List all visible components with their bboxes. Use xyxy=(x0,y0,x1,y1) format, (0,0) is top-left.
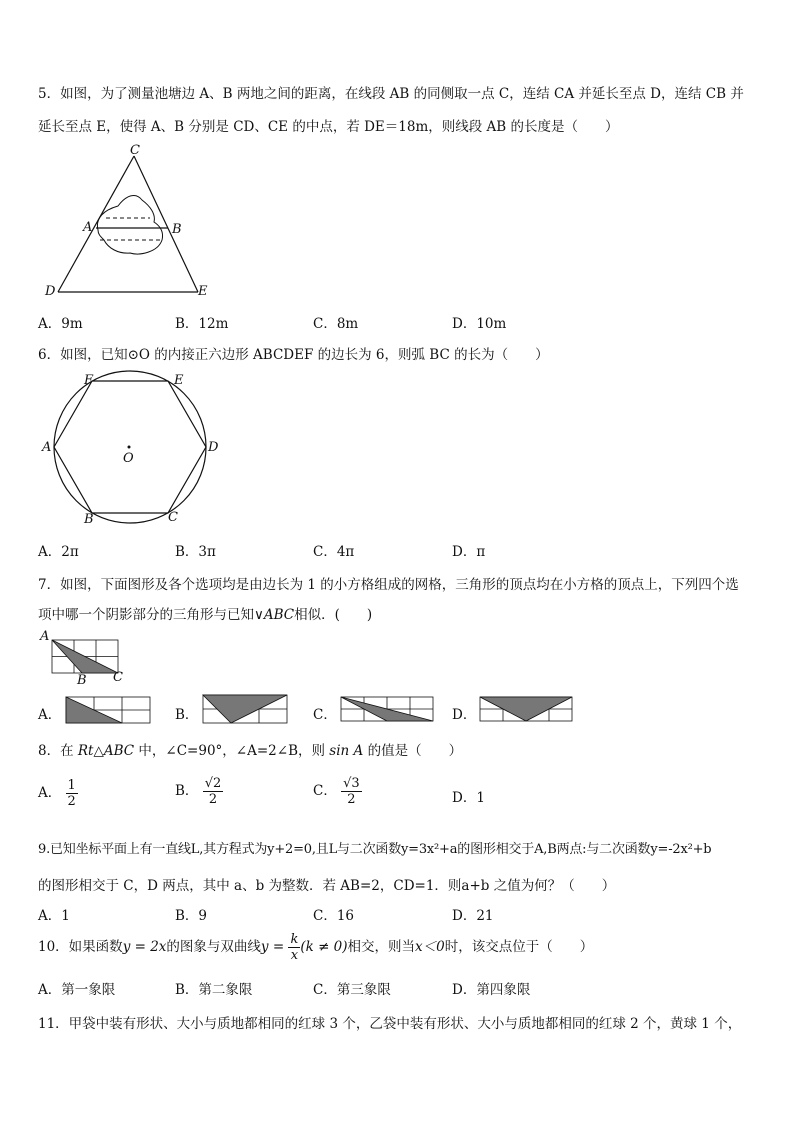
q8-option-a[interactable]: A． $\frac{1}{2}$ xyxy=(38,778,76,809)
q7-option-b-grid[interactable] xyxy=(203,695,293,725)
q6-label-a: A xyxy=(42,440,52,455)
q5-label-e: E xyxy=(198,284,208,299)
q8-option-a-fraction: $\frac{1}{2}$ xyxy=(67,778,76,809)
q6-option-b[interactable]: B．3π xyxy=(175,544,216,560)
q9-text-line1: 9.已知坐标平面上有一直线L,其方程式为y+2=0,且L与二次函数y=3x²+a的图形相交于A,B两点:与二次函数y=-2x²+b xyxy=(38,842,712,857)
q5-label-b: B xyxy=(172,222,182,237)
q7-text-line1: 7．如图，下面图形及各个选项均是由边长为 1 的小方格组成的网格，三角形的顶点均在小方格的顶点上，下列四个选 xyxy=(38,577,739,593)
q10-option-c[interactable]: C．第三象限 xyxy=(313,982,391,998)
q9-option-d[interactable]: D．21 xyxy=(452,908,494,924)
q6-label-f: F xyxy=(84,373,94,388)
q5-text-line2: 延长至点 E，使得 A、B 分别是 CD、CE 的中点，若 DE＝18m，则线段 AB 的长度是（ ） xyxy=(38,119,619,135)
q10-option-d[interactable]: D．第四象限 xyxy=(452,982,531,998)
q5-label-c: C xyxy=(130,143,140,158)
q6-figure-circle-hexagon xyxy=(50,370,220,530)
q5-option-d[interactable]: D．10m xyxy=(452,316,507,332)
q8-option-b[interactable]: B． $\frac{√2}{2}$ xyxy=(175,776,222,807)
q7-option-a-grid[interactable] xyxy=(66,697,156,725)
q6-text: 6．如图，已知⊙O 的内接正六边形 ABCDEF 的边长为 6，则弧 BC 的长为（ ） xyxy=(38,347,549,363)
q6-label-e: E xyxy=(174,373,184,388)
q6-label-d: D xyxy=(208,440,219,455)
q11-text: 11．甲袋中装有形状、大小与质地都相同的红球 3 个，乙袋中装有形状、大小与质地都相同的红球 2 个，黄球 1 个， xyxy=(38,1016,742,1032)
q6-option-c[interactable]: C．4π xyxy=(313,544,355,560)
q5-option-c[interactable]: C．8m xyxy=(313,316,359,332)
q5-option-b[interactable]: B．12m xyxy=(175,316,229,332)
q10-text: 10．如果函数y = 2x的图象与双曲线y = $\frac{k}{x}$ (k ≠ 0)相交，则当x＜0时，该交点位于（ ） xyxy=(38,932,594,963)
q6-option-d[interactable]: D．π xyxy=(452,544,486,560)
q6-label-b: B xyxy=(84,512,94,527)
q8-option-c-fraction: $\frac{√3}{2}$ xyxy=(343,776,360,807)
q5-text-line1: 5．如图，为了测量池塘边 A、B 两地之间的距离，在线段 AB 的同侧取一点 C，连结 CA 并延长至点 D，连结 CB 并 xyxy=(38,86,744,102)
q9-option-c[interactable]: C．16 xyxy=(313,908,355,924)
q7-text-line2: 项中哪一个阴影部分的三角形与已知∨ABC相似．( ) xyxy=(38,607,373,623)
q5-option-a[interactable]: A．9m xyxy=(38,316,83,332)
q8-option-c[interactable]: C． $\frac{√3}{2}$ xyxy=(313,776,360,807)
q7-option-d-grid[interactable] xyxy=(480,697,580,725)
q5-label-d: D xyxy=(45,284,56,299)
q7-option-d[interactable]: D． xyxy=(452,707,477,723)
q6-label-o: O xyxy=(123,451,134,466)
q8-text: 8．在 Rt△ABC 中，∠C=90°，∠A=2∠B，则 sin A 的值是（ ） xyxy=(38,743,463,759)
q7-option-c[interactable]: C． xyxy=(313,707,337,723)
q7-label-c: C xyxy=(113,670,123,685)
q6-label-c: C xyxy=(168,510,178,525)
q5-figure-triangle xyxy=(40,140,230,305)
q7-option-c-grid[interactable] xyxy=(341,697,441,725)
q5-label-a: A xyxy=(83,220,93,235)
q10-option-b[interactable]: B．第二象限 xyxy=(175,982,253,998)
q8-option-d[interactable]: D．1 xyxy=(452,790,485,806)
q7-label-b: B xyxy=(77,673,87,688)
q9-option-a[interactable]: A．1 xyxy=(38,908,70,924)
q7-label-a: A xyxy=(40,629,50,644)
q9-option-b[interactable]: B．9 xyxy=(175,908,208,924)
q6-option-a[interactable]: A．2π xyxy=(38,544,79,560)
q9-text-line2: 的图形相交于 C，D 两点，其中 a、b 为整数．若 AB=2，CD=1．则a+b 之值为何？（ ） xyxy=(38,878,616,894)
q10-fraction-k-over-x: $\frac{k}{x}$ xyxy=(290,932,299,963)
q7-option-a[interactable]: A． xyxy=(38,707,62,723)
q7-triangle-abc: ∨ABC xyxy=(254,607,295,623)
q10-option-a[interactable]: A．第一象限 xyxy=(38,982,116,998)
q8-option-b-fraction: $\frac{√2}{2}$ xyxy=(204,776,222,807)
q7-option-b[interactable]: B． xyxy=(175,707,199,723)
